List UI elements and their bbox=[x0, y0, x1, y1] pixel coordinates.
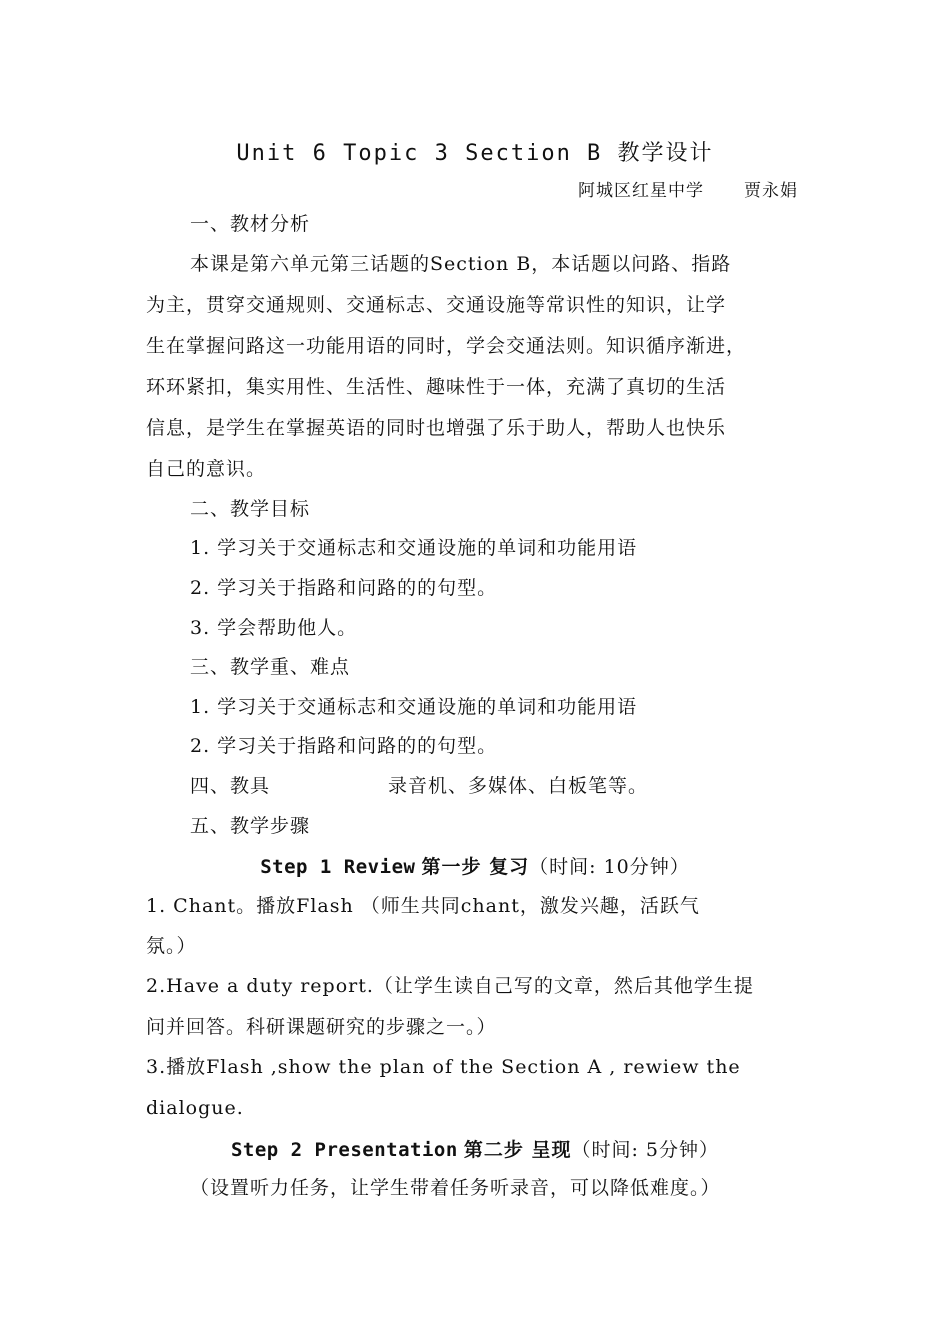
section-heading-objectives: 二、教学目标 bbox=[190, 498, 311, 520]
paragraph-line: 生在掌握问路这一功能用语的同时，学会交通法则。知识循序渐进， bbox=[146, 335, 747, 357]
list-item: 2. 学习关于指路和问路的的句型。 bbox=[190, 577, 498, 599]
section-heading-tools: 四、教具 bbox=[190, 775, 271, 797]
author-school: 阿城区红星中学 bbox=[578, 181, 704, 201]
tools-list: 录音机、多媒体、白板笔等。 bbox=[388, 775, 649, 797]
section-heading-materials: 一、教材分析 bbox=[190, 213, 311, 235]
section-heading-key-points: 三、教学重、难点 bbox=[190, 656, 351, 678]
list-item: 1. 学习关于交通标志和交通设施的单词和功能用语 bbox=[190, 696, 638, 718]
step2-time: （时间: 5分钟） bbox=[571, 1139, 720, 1161]
document-title: Unit 6 Topic 3 Section B 教学设计 bbox=[236, 141, 714, 166]
step2-en: Step 2 Presentation bbox=[230, 1139, 458, 1161]
step1-line: 1. Chant。播放Flash （师生共同chant，激发兴趣，活跃气 bbox=[146, 895, 700, 917]
step2-cn: 第二步 呈现 bbox=[463, 1139, 572, 1161]
step2-note: （设置听力任务，让学生带着任务听录音，可以降低难度。） bbox=[190, 1177, 721, 1199]
paragraph-line: 环环紧扣，集实用性、生活性、趣味性于一体，充满了真切的生活 bbox=[146, 376, 727, 398]
paragraph-line: 自己的意识。 bbox=[146, 458, 267, 480]
step1-time: （时间: 10分钟） bbox=[529, 856, 690, 878]
step2-heading bbox=[0, 1135, 950, 1162]
step1-line: 问并回答。科研课题研究的步骤之一。） bbox=[146, 1016, 497, 1038]
step1-line: 氛。） bbox=[146, 935, 197, 957]
author-name: 贾永娟 bbox=[744, 181, 798, 201]
paragraph-line: 为主，贯穿交通规则、交通标志、交通设施等常识性的知识，让学 bbox=[146, 294, 727, 316]
step1-heading bbox=[0, 852, 950, 879]
paragraph-line: 本课是第六单元第三话题的Section B，本话题以问路、指路 bbox=[190, 253, 732, 275]
step1-line: 3.播放Flash ,show the plan of the Section A , rewiew the bbox=[146, 1056, 741, 1078]
list-item: 2. 学习关于指路和问路的的句型。 bbox=[190, 735, 498, 757]
list-item: 3. 学会帮助他人。 bbox=[190, 617, 358, 639]
section-heading-steps: 五、教学步骤 bbox=[190, 815, 311, 837]
paragraph-line: 信息，是学生在掌握英语的同时也增强了乐于助人，帮助人也快乐 bbox=[146, 417, 727, 439]
step1-cn: 第一步 复习 bbox=[421, 856, 530, 878]
list-item: 1. 学习关于交通标志和交通设施的单词和功能用语 bbox=[190, 537, 638, 559]
step1-line: dialogue. bbox=[146, 1097, 244, 1119]
author-line bbox=[578, 176, 798, 201]
tools-line bbox=[190, 773, 854, 799]
step1-en: Step 1 Review bbox=[260, 856, 416, 878]
step1-line: 2.Have a duty report.（让学生读自己写的文章，然后其他学生提 bbox=[146, 975, 754, 997]
